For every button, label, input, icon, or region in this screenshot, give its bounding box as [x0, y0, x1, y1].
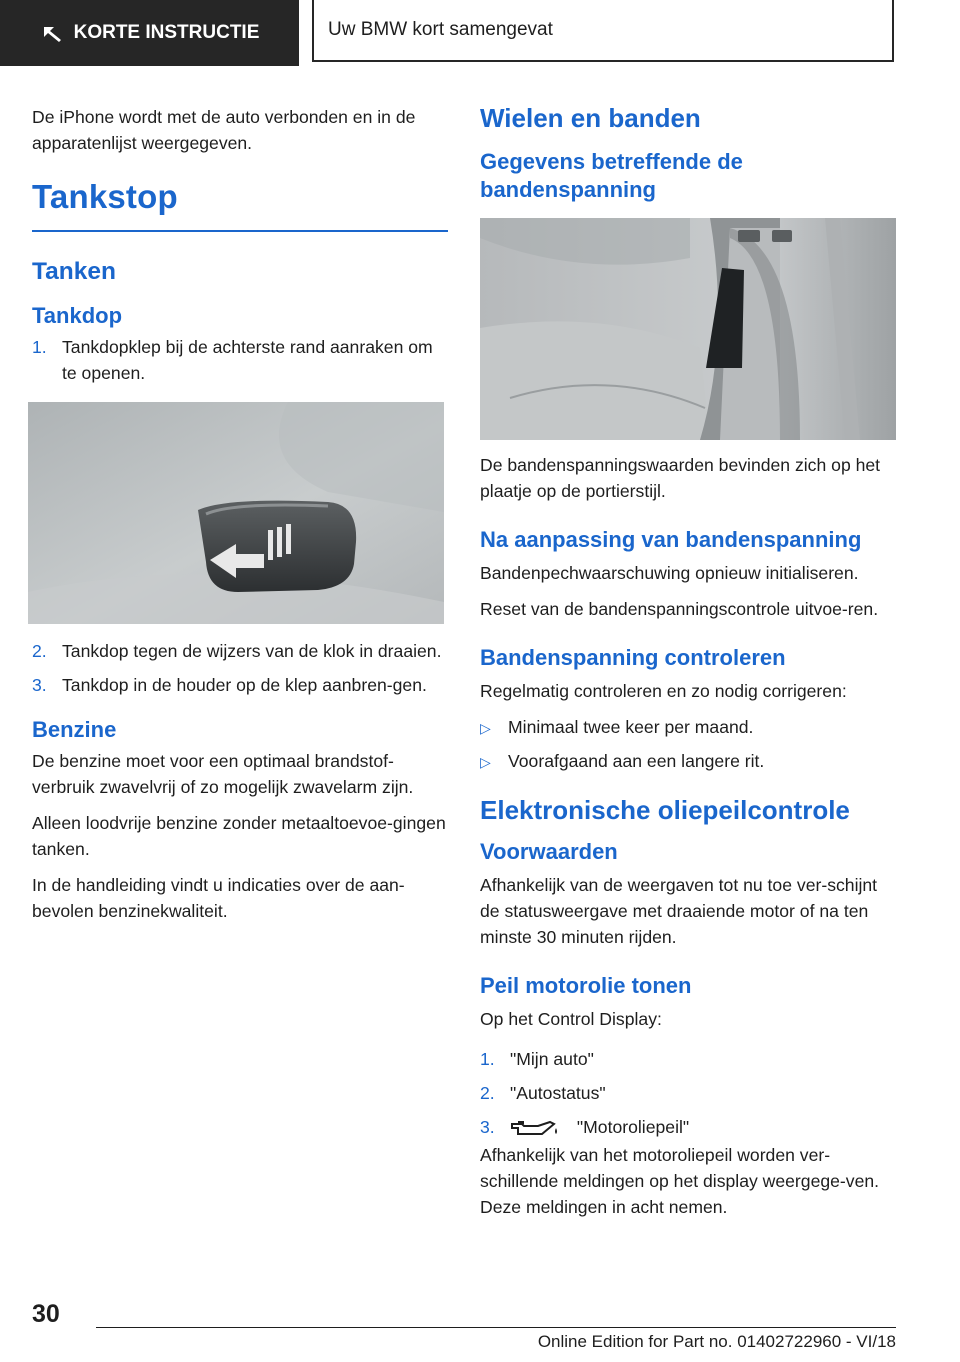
page-number: 30 [32, 1300, 60, 1328]
list-item [480, 714, 896, 742]
step-text: "Mijn auto" [510, 1049, 594, 1069]
heading-tankstop: Tankstop [32, 178, 448, 232]
heading-wielen-en-banden: Wielen en banden [480, 103, 701, 133]
list-item [480, 1114, 896, 1140]
step-number: 1. [480, 1049, 495, 1069]
list-item [480, 748, 896, 776]
fuel-flap-photo [28, 402, 444, 624]
tankdop-steps-a [32, 334, 448, 386]
oil-can-icon [510, 1118, 562, 1138]
controleren-bullets [480, 714, 896, 776]
footer-divider [96, 1327, 896, 1328]
list-item [480, 1080, 896, 1106]
heading-elektronische-oliepeilcontrole: Elektronische oliepeilcontrole [480, 795, 850, 825]
heading-tankdop: Tankdop [32, 303, 123, 328]
bullet-text: Minimaal twee keer per maand. [508, 717, 754, 737]
triangle-bullet-icon: ▷ [480, 754, 491, 770]
slot-paragraph: Afhankelijk van het motoroliepeil worden ver-schillende meldingen op het display weergege-ven. Deze meldingen in acht nemen. [480, 1145, 880, 1217]
list-item [32, 672, 448, 698]
step-text: Tankdop in de houder op de klep aanbren-gen. [62, 675, 427, 695]
tab-uw-bmw-kort-samengevat[interactable] [312, 0, 894, 62]
aanpassing-paragraph-1: Bandenpechwaarschuwing opnieuw initialiseren. [480, 563, 859, 583]
tab-korte-instructie[interactable] [0, 0, 299, 66]
heading-voorwaarden: Voorwaarden [480, 839, 618, 864]
step-number: 3. [480, 1117, 495, 1137]
triangle-bullet-icon: ▷ [480, 720, 491, 736]
list-item [32, 638, 448, 664]
heading-bandenspanning-controleren: Bandenspanning controleren [480, 645, 786, 670]
door-pillar-tyre-label-photo [480, 218, 896, 440]
tankdop-steps-b [32, 638, 448, 698]
list-item [32, 334, 448, 386]
step-text: "Motoroliepeil" [576, 1117, 690, 1137]
benzine-paragraph-2: Alleen loodvrije benzine zonder metaaltoevoe-gingen tanken. [32, 813, 446, 859]
benzine-paragraph-3: In de handleiding vindt u indicaties over de aan-bevolen benzinekwaliteit. [32, 875, 405, 921]
gegevens-paragraph: De bandenspanningswaarden bevinden zich op het plaatje op de portierstijl. [480, 455, 881, 501]
voorwaarden-paragraph: Afhankelijk van de weergaven tot nu toe ver-schijnt de statusweergave met draaiende motor of na ten minste 30 minuten rijden. [480, 875, 878, 947]
peil-paragraph: Op het Control Display: [480, 1009, 662, 1029]
quick-reference-arrow-icon [40, 21, 64, 45]
step-number: 2. [32, 641, 47, 661]
step-number: 1. [32, 337, 47, 357]
bullet-text: Voorafgaand aan een langere rit. [508, 751, 765, 771]
heading-tanken: Tanken [32, 258, 116, 285]
step-text: Tankdopklep bij de achterste rand aanraken om te openen. [62, 337, 433, 383]
menu-steps [480, 1046, 896, 1140]
footer-edition: Online Edition for Part no. 01402722960 - VI/18 [537, 1332, 896, 1351]
step-number: 2. [480, 1083, 495, 1103]
aanpassing-paragraph-2: Reset van de bandenspanningscontrole uitvoe-ren. [480, 599, 879, 619]
step-number: 3. [32, 675, 47, 695]
heading-peil-motorolie-tonen: Peil motorolie tonen [480, 973, 692, 998]
intro-paragraph: De iPhone wordt met de auto verbonden en in de apparatenlijst weergegeven. [32, 107, 416, 153]
tab-label-inactive: Uw BMW kort samengevat [328, 19, 553, 40]
heading-gegevens-bandenspanning: Gegevens betreffende de bandenspanning [480, 149, 743, 202]
step-text: "Autostatus" [510, 1083, 606, 1103]
heading-na-aanpassing: Na aanpassing van bandenspanning [480, 527, 862, 552]
heading-benzine: Benzine [32, 717, 117, 742]
step-text: Tankdop tegen de wijzers van de klok in draaien. [62, 641, 442, 661]
benzine-paragraph-1: De benzine moet voor een optimaal brandstof-verbruik zwavelvrij of zo mogelijk zwavelarm zijn. [32, 751, 414, 797]
tab-label-active: KORTE INSTRUCTIE [73, 22, 260, 43]
right-column [480, 100, 896, 1230]
left-column [32, 100, 448, 934]
list-item [480, 1046, 896, 1072]
controleren-paragraph: Regelmatig controleren en zo nodig corrigeren: [480, 681, 847, 701]
